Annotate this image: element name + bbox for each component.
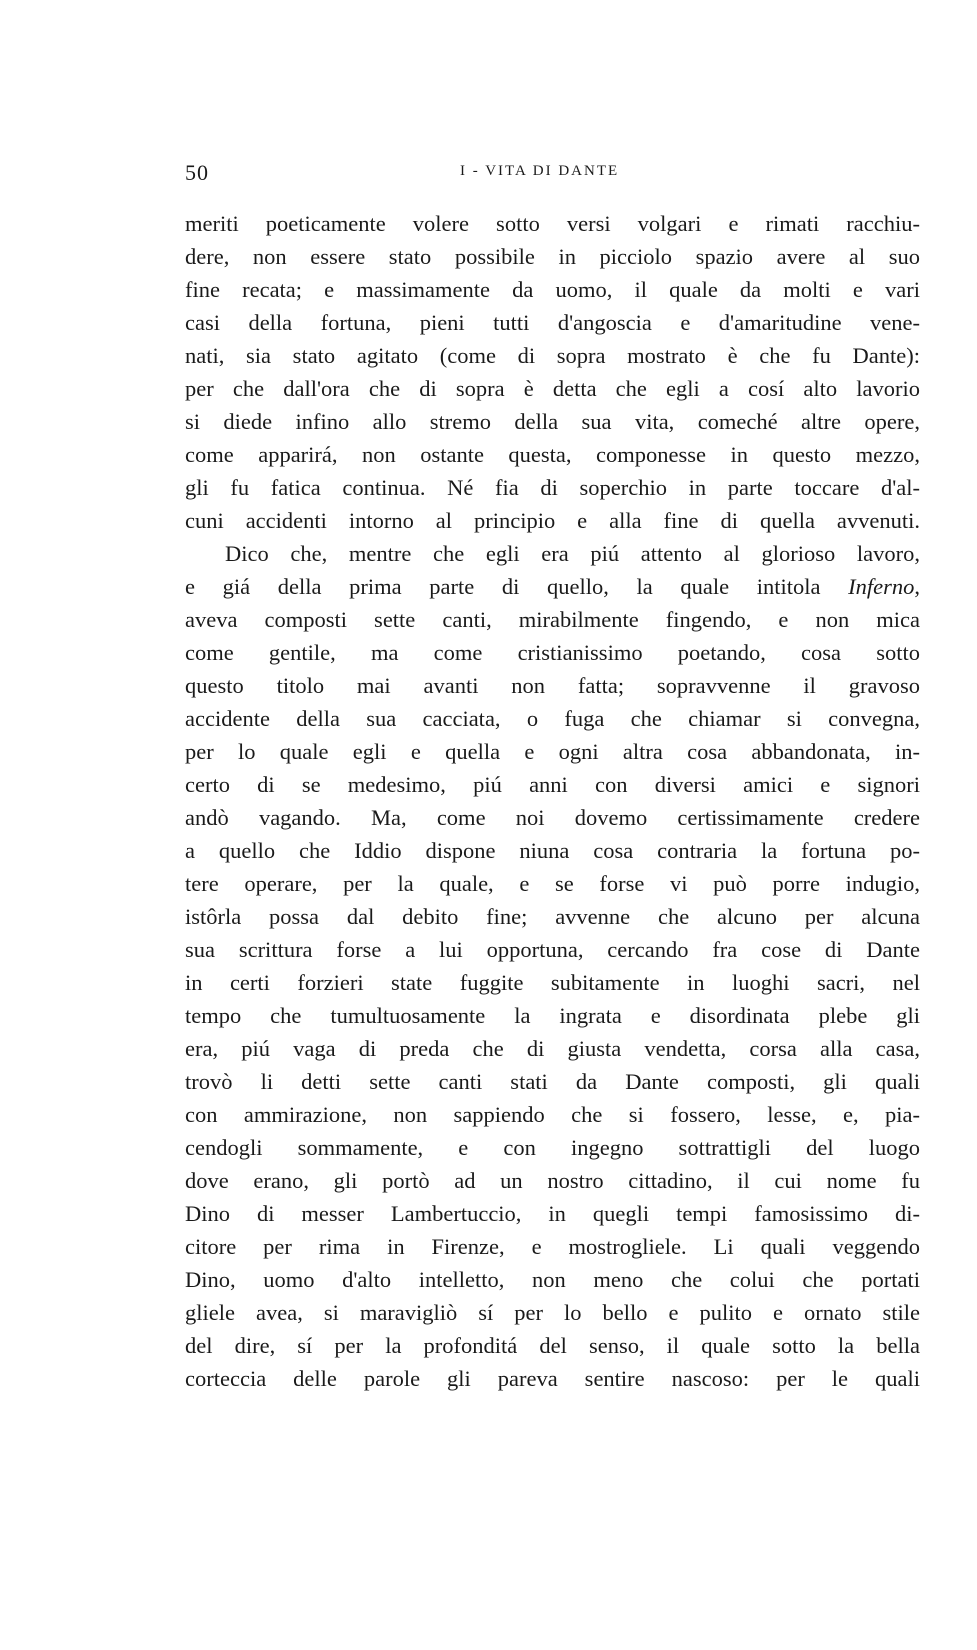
text-line: corteccia delle parole gli pareva sentire nascoso: per le quali [185, 1366, 920, 1391]
text-line: trovò li detti sette canti stati da Dante composti, gli quali [185, 1069, 920, 1094]
text-line: aveva composti sette canti, mirabilmente fingendo, e non mica [185, 607, 920, 632]
text-line: tere operare, per la quale, e se forse vi può porre indugio, [185, 871, 920, 896]
text-line: si diede infino allo stremo della sua vita, comeché altre opere, [185, 409, 920, 434]
text-line: del dire, sí per la profonditá del senso, il quale sotto la bella [185, 1333, 920, 1358]
text-line: come gentile, ma come cristianissimo poetando, cosa sotto [185, 640, 920, 665]
text-line: dove erano, gli portò ad un nostro cittadino, il cui nome fu [185, 1168, 920, 1193]
text-line: fine recata; e massimamente da uomo, il quale da molti e vari [185, 277, 920, 302]
work-title: Inferno [848, 574, 915, 599]
paragraph-first-line: Dico che, mentre che egli era piú attento al glorioso lavoro, [225, 541, 920, 566]
text-line: andò vagando. Ma, come noi dovemo certissimamente credere [185, 805, 920, 830]
text-line: nati, sia stato agitato (come di sopra mostrato è che fu Dante): [185, 343, 920, 368]
text-line-with-title [185, 570, 920, 603]
text-line: per che dall'ora che di sopra è detta che egli a cosí alto lavorio [185, 376, 920, 401]
text-line: tempo che tumultuosamente la ingrata e disordinata plebe gli [185, 1003, 920, 1028]
text-line: per lo quale egli e quella e ogni altra cosa abbandonata, in- [185, 739, 920, 764]
text-line: in certi forzieri state fuggite subitamente in luoghi sacri, nel [185, 970, 920, 995]
text-line: casi della fortuna, pieni tutti d'angoscia e d'amaritudine vene- [185, 310, 920, 335]
running-head [185, 160, 920, 190]
text-run: , [914, 574, 920, 599]
text-line: accidente della sua cacciata, o fuga che chiamar si convegna, [185, 706, 920, 731]
page-number: 50 [185, 160, 209, 185]
text-line: cendogli sommamente, e con ingegno sottrattigli del luogo [185, 1135, 920, 1160]
body-text [185, 207, 920, 1395]
text-line: istôrla possa dal debito fine; avvenne che alcuno per alcuna [185, 904, 920, 929]
text-line: era, piú vaga di preda che di giusta vendetta, corsa alla casa, [185, 1036, 920, 1061]
text-line: gliele avea, si maravigliò sí per lo bello e pulito e ornato stile [185, 1300, 920, 1325]
text-line: questo titolo mai avanti non fatta; sopravvenne il gravoso [185, 673, 920, 698]
text-line: con ammirazione, non sappiendo che si fossero, lesse, e, pia- [185, 1102, 920, 1127]
text-line: Dino, uomo d'alto intelletto, non meno che colui che portati [185, 1267, 920, 1292]
text-line: a quello che Iddio dispone niuna cosa contraria la fortuna po- [185, 838, 920, 863]
running-title: I - VITA DI DANTE [460, 163, 620, 179]
text-line: cuni accidenti intorno al principio e alla fine di quella avvenuti. [185, 508, 920, 533]
text-line: citore per rima in Firenze, e mostrogliele. Li quali veggendo [185, 1234, 920, 1259]
text-line: come apparirá, non ostante questa, componesse in questo mezzo, [185, 442, 920, 467]
text-line: certo di se medesimo, piú anni con diversi amici e signori [185, 772, 920, 797]
text-line: sua scrittura forse a lui opportuna, cercando fra cose di Dante [185, 937, 920, 962]
text-line: gli fu fatica continua. Né fia di soperchio in parte toccare d'al- [185, 475, 920, 500]
text-line: meriti poeticamente volere sotto versi volgari e rimati racchiu- [185, 211, 920, 236]
text-line: dere, non essere stato possibile in picciolo spazio avere al suo [185, 244, 920, 269]
text-run: e giá della prima parte di quello, la quale intitola [185, 574, 849, 599]
text-line: Dino di messer Lambertuccio, in quegli tempi famosissimo di- [185, 1201, 920, 1226]
